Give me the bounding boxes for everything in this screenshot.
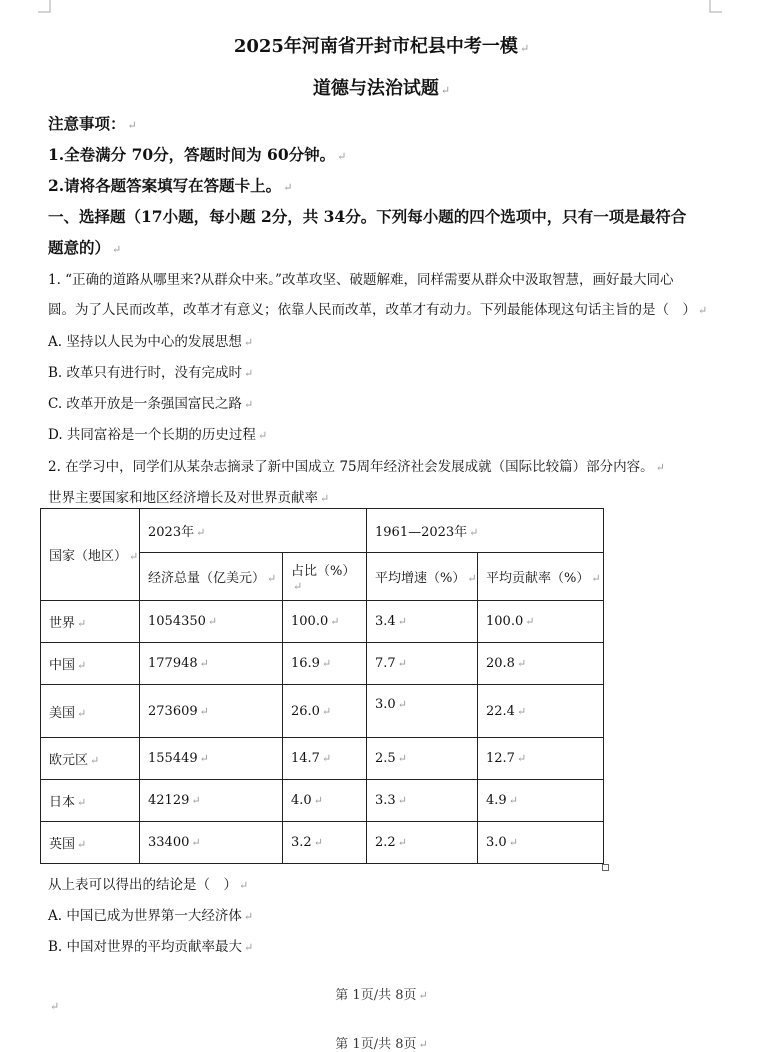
table-cell: 33400 ↵ <box>140 822 283 864</box>
table-cell: 3.2 ↵ <box>283 822 367 864</box>
table-header-2023: 2023年 ↵ <box>140 509 367 553</box>
table-header-region: 国家（地区） ↵ <box>41 509 140 601</box>
table-cell: 4.0 ↵ <box>283 780 367 822</box>
table-cell: 14.7 ↵ <box>283 738 367 780</box>
table-cell: 欧元区 ↵ <box>41 738 140 780</box>
table-row <box>41 643 604 685</box>
table-header-growth: 平均增速（%） ↵ <box>367 553 478 601</box>
table-header-share: 占比（%）↵ <box>283 553 367 601</box>
table-row <box>41 685 604 738</box>
table-cell: 42129 ↵ <box>140 780 283 822</box>
document-subtitle: 道德与法治试题 ↵ <box>312 78 451 99</box>
table-row <box>41 738 604 780</box>
table-cell: 日本 ↵ <box>41 780 140 822</box>
table-cell: 4.9 ↵ <box>478 780 604 822</box>
q1-option-a: A. 坚持以人民为中心的发展思想 ↵ <box>48 334 254 350</box>
table-cell: 3.0 ↵ <box>478 822 604 864</box>
paragraph-mark: ↵ <box>50 1000 60 1013</box>
q1-option-b: B. 改革只有进行时，没有完成时 ↵ <box>48 365 254 381</box>
table-cell: 16.9 ↵ <box>283 643 367 685</box>
table-row <box>41 822 604 864</box>
table-cell: 177948 ↵ <box>140 643 283 685</box>
table-header-contrib: 平均贡献率（%） ↵ <box>478 553 604 601</box>
table-cell: 26.0 ↵ <box>283 685 367 738</box>
section-heading-line1: 一、选择题（17小题，每小题 2分，共 34分。下列每小题的四个选项中，只有一项是最符合 <box>48 207 687 226</box>
table-cell: 155449 ↵ <box>140 738 283 780</box>
q1-option-c: C. 改革开放是一条强国富民之路 ↵ <box>48 396 254 412</box>
q2-option-b: B. 中国对世界的平均贡献率最大 ↵ <box>48 939 254 955</box>
table-cell: 100.0 ↵ <box>283 601 367 643</box>
table-cell: 2.2 ↵ <box>367 822 478 864</box>
table-header-gdp: 经济总量（亿美元） ↵ <box>140 553 283 601</box>
q1-stem-line1: 1. “正确的道路从哪里来?从群众中来。”改革攻坚、破题解难，同样需要从群众中汲取智慧，画好最大同心 <box>48 272 674 288</box>
q2-option-a: A. 中国已成为世界第一大经济体 ↵ <box>48 908 254 924</box>
page-corner-mark-left <box>38 0 60 22</box>
table-resize-handle[interactable] <box>602 864 609 871</box>
notes-item-1: 1.全卷满分 70分，答题时间为 60分钟。 ↵ <box>48 145 347 164</box>
notes-heading: 注意事项： ↵ <box>48 114 137 133</box>
table-cell: 3.3 ↵ <box>367 780 478 822</box>
next-page-footer: 第 1页/共 8页 ↵ <box>335 1037 428 1052</box>
section-heading-line2: 题意的） ↵ <box>48 238 122 257</box>
table-cell: 7.7 ↵ <box>367 643 478 685</box>
table-header-row-1 <box>41 509 604 553</box>
q2-conclusion: 从上表可以得出的结论是（ ） ↵ <box>48 877 249 893</box>
table-cell: 美国 ↵ <box>41 685 140 738</box>
table-cell: 中国 ↵ <box>41 643 140 685</box>
table-cell: 12.7 ↵ <box>478 738 604 780</box>
table-cell: 22.4 ↵ <box>478 685 604 738</box>
table-cell: 世界 ↵ <box>41 601 140 643</box>
table-cell: 2.5 ↵ <box>367 738 478 780</box>
table-header-1961-2023: 1961—2023年 ↵ <box>367 509 604 553</box>
page-footer: 第 1页/共 8页 ↵ <box>335 988 428 1003</box>
page-corner-mark-right <box>700 0 722 22</box>
table-row <box>41 601 604 643</box>
table-cell: 3.4 ↵ <box>367 601 478 643</box>
document-title: 2025年河南省开封市杞县中考一模 ↵ <box>233 36 530 57</box>
table-caption: 世界主要国家和地区经济增长及对世界贡献率 ↵ <box>48 490 330 506</box>
table-cell: 100.0 ↵ <box>478 601 604 643</box>
table-cell: 3.0 ↵ <box>367 685 478 738</box>
table-cell: 英国 ↵ <box>41 822 140 864</box>
table-cell: 1054350 ↵ <box>140 601 283 643</box>
q1-option-d: D. 共同富裕是一个长期的历史过程 ↵ <box>48 427 268 443</box>
notes-item-2: 2.请将各题答案填写在答题卡上。 ↵ <box>48 176 293 195</box>
economy-table <box>40 508 604 864</box>
q2-stem: 2. 在学习中，同学们从某杂志摘录了新中国成立 75周年经济社会发展成就（国际比较篇）部分内容。 ↵ <box>48 459 665 475</box>
q1-stem-line2: 圆。为了人民而改革，改革才有意义；依靠人民而改革，改革才有动力。下列最能体现这句话主旨的是（ ） ↵ <box>48 302 708 318</box>
table-cell: 273609 ↵ <box>140 685 283 738</box>
table-row <box>41 780 604 822</box>
table-cell: 20.8 ↵ <box>478 643 604 685</box>
